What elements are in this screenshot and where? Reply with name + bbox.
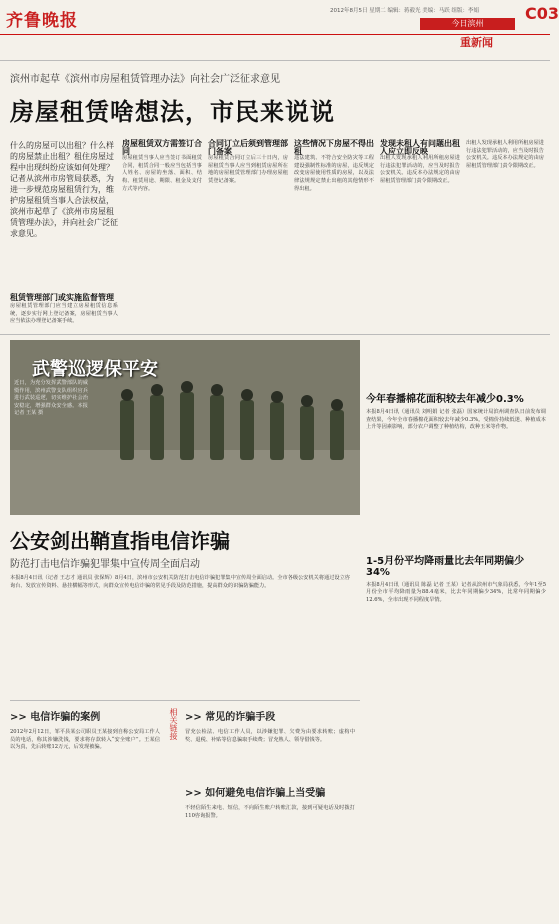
case-box [10, 708, 160, 752]
body-text: 出租人发现承租人利用所租房屋进行违法犯罪活动的，应当及时报告公安机关。违反本办法规定的由房屋租赁管理部门责令限期改正。 [380, 155, 460, 184]
box-title: >> 电信诈骗的案例 [10, 712, 101, 723]
body-text: 违法建筑、不符合安全防灾等工程建设强制性标准的房屋，违反规定改变房屋使用性质的房屋，以及法律法规规定禁止出租的其他情形不得出租。 [294, 155, 374, 192]
section-label: 重新闻 [460, 36, 493, 49]
column-6 [380, 140, 460, 186]
page-number: C03 [525, 4, 559, 23]
divider [0, 60, 550, 61]
subhead: 合同订立后须到管理部门备案 [208, 139, 288, 156]
subhead: 房屋租赁双方需签订合同 [122, 139, 202, 156]
subhead: 租赁管理部门或实施监督管理 [10, 293, 114, 302]
lead-paragraph: 什么的房屋可以出租？什么样的房屋禁止出租？租住房屋过程中出现纠纷应该如何处理？记者从滨州市房管局获悉，为进一步规范房屋租赁行为，维护房屋租赁当事人合法权益，滨州市起草了《滨州市房屋租赁管理办法》，并向社会广泛征求意见。 [10, 141, 118, 238]
newspaper-brand: 齐鲁晚报 [6, 11, 78, 31]
box-title: >> 如何避免电信诈骗上当受骗 [185, 788, 326, 800]
story-text: 本报8月4日讯（记者 王志才 通讯员 张保辉）8月4日，滨州市公安机关防范打击电信诈骗犯罪集中宣传周全面启动。全市各级公安机关将通过设立咨询台、发放宣传资料、悬挂横幅等形式，向群众宣传电信诈骗的常见手段及防范措施，提高群众的识骗防骗能力。 [10, 575, 350, 589]
column-3 [122, 140, 202, 193]
box-text: 不轻信陌生来电、短信，不向陌生账户转账汇款，接到可疑电话及时拨打110咨询报警。 [185, 805, 355, 819]
box-text: 2012年2月12日，邹平县某公司职员王某接到自称公安局工作人员的电话，称其涉嫌洗钱，要求将存款转入“安全账户”。王某信以为真，先后转账12万元，后发现被骗。 [10, 729, 160, 751]
column-2 [10, 292, 118, 326]
kicker: 滨州市起草《滨州市房屋租赁管理办法》向社会广泛征求意见 [10, 74, 280, 85]
story-subtitle: 防范打击电信诈骗犯罪集中宣传周全面启动 [10, 559, 200, 570]
subhead: 这些情况下房屋不得出租 [294, 139, 374, 156]
story-title: 公安剑出鞘直指电信诈骗 [10, 529, 230, 553]
photo-caption: 近日，为充分发挥武警部队的威慑作用，滨州武警支队组织官兵进行武装巡逻，切实维护社会治安稳定，增强群众安全感。本报记者 王某 摄 [14, 380, 88, 417]
news-text: 本报8月4日讯（通讯员 刘明娟 记者 张磊）国家统计局滨州调查队日前发布调查结果，今年全市春播棉花面积较去年减少0.3%。受棉价持续低迷、种植成本上升等因素影响，部分农户调整了种植结构，改种玉米等作物。 [366, 409, 546, 431]
box-title: >> 常见的诈骗手段 [185, 712, 276, 723]
divider [10, 700, 360, 701]
dateline: 2012年8月5日 星期二 编辑：蒋毅光 美编：马跃 组版：李娟 [330, 8, 479, 14]
subhead: 发现未租人有问题出租人应立即反映 [380, 139, 460, 156]
column-5 [294, 140, 374, 193]
column-7 [466, 140, 544, 170]
side-label: 相关链接 [169, 708, 178, 740]
section-bar: 今日滨州 [420, 18, 515, 30]
headline: 房屋租赁啥想法，市民来说说 [10, 98, 335, 126]
divider [0, 334, 550, 335]
right-column [366, 390, 546, 605]
body-text: 房屋租赁合同订立后三十日内，房屋租赁当事人应当到租赁房屋所在地的房屋租赁管理部门办理房屋租赁登记备案。 [208, 155, 288, 184]
body-text: 房屋租赁当事人应当签订书面租赁合同，租赁合同一般应当包括当事人姓名、房屋的坐落、面积、结构、租赁用途、期限、租金及支付方式等内容。 [122, 155, 202, 192]
photo-title: 武警巡逻保平安 [32, 359, 158, 380]
column-4 [208, 140, 288, 186]
body-text: 出租人发现承租人利用所租房屋进行违法犯罪活动的，应当及时报告公安机关。违反本办法规定的由房屋租赁管理部门责令限期改正。 [466, 140, 544, 169]
news-title: 1-5月份平均降雨量比去年同期偏少34% [366, 555, 525, 578]
body-text: 房屋租赁管理部门应当建立房屋租赁信息系统，逐步实行网上登记备案，房屋租赁当事人应当依法办理登记备案手续。 [10, 303, 118, 325]
news-title: 今年春播棉花面积较去年减少0.3% [366, 394, 524, 405]
methods-box [185, 708, 355, 820]
masthead [0, 0, 559, 35]
news-text: 本报8月4日讯（通讯员 陈磊 记者 王某）记者从滨州市气象局获悉，今年1至5月份全市平均降雨量为88.4毫米，比去年同期偏少34%，比常年同期偏少12.6%，全市出现不同程度旱情。 [366, 581, 546, 603]
box-text: 冒充公检法、电信工作人员，以涉嫌犯罪、欠费为由要求转账；虚构中奖、退税、补贴等信息骗取手续费；冒充熟人、领导借钱等。 [185, 729, 355, 743]
